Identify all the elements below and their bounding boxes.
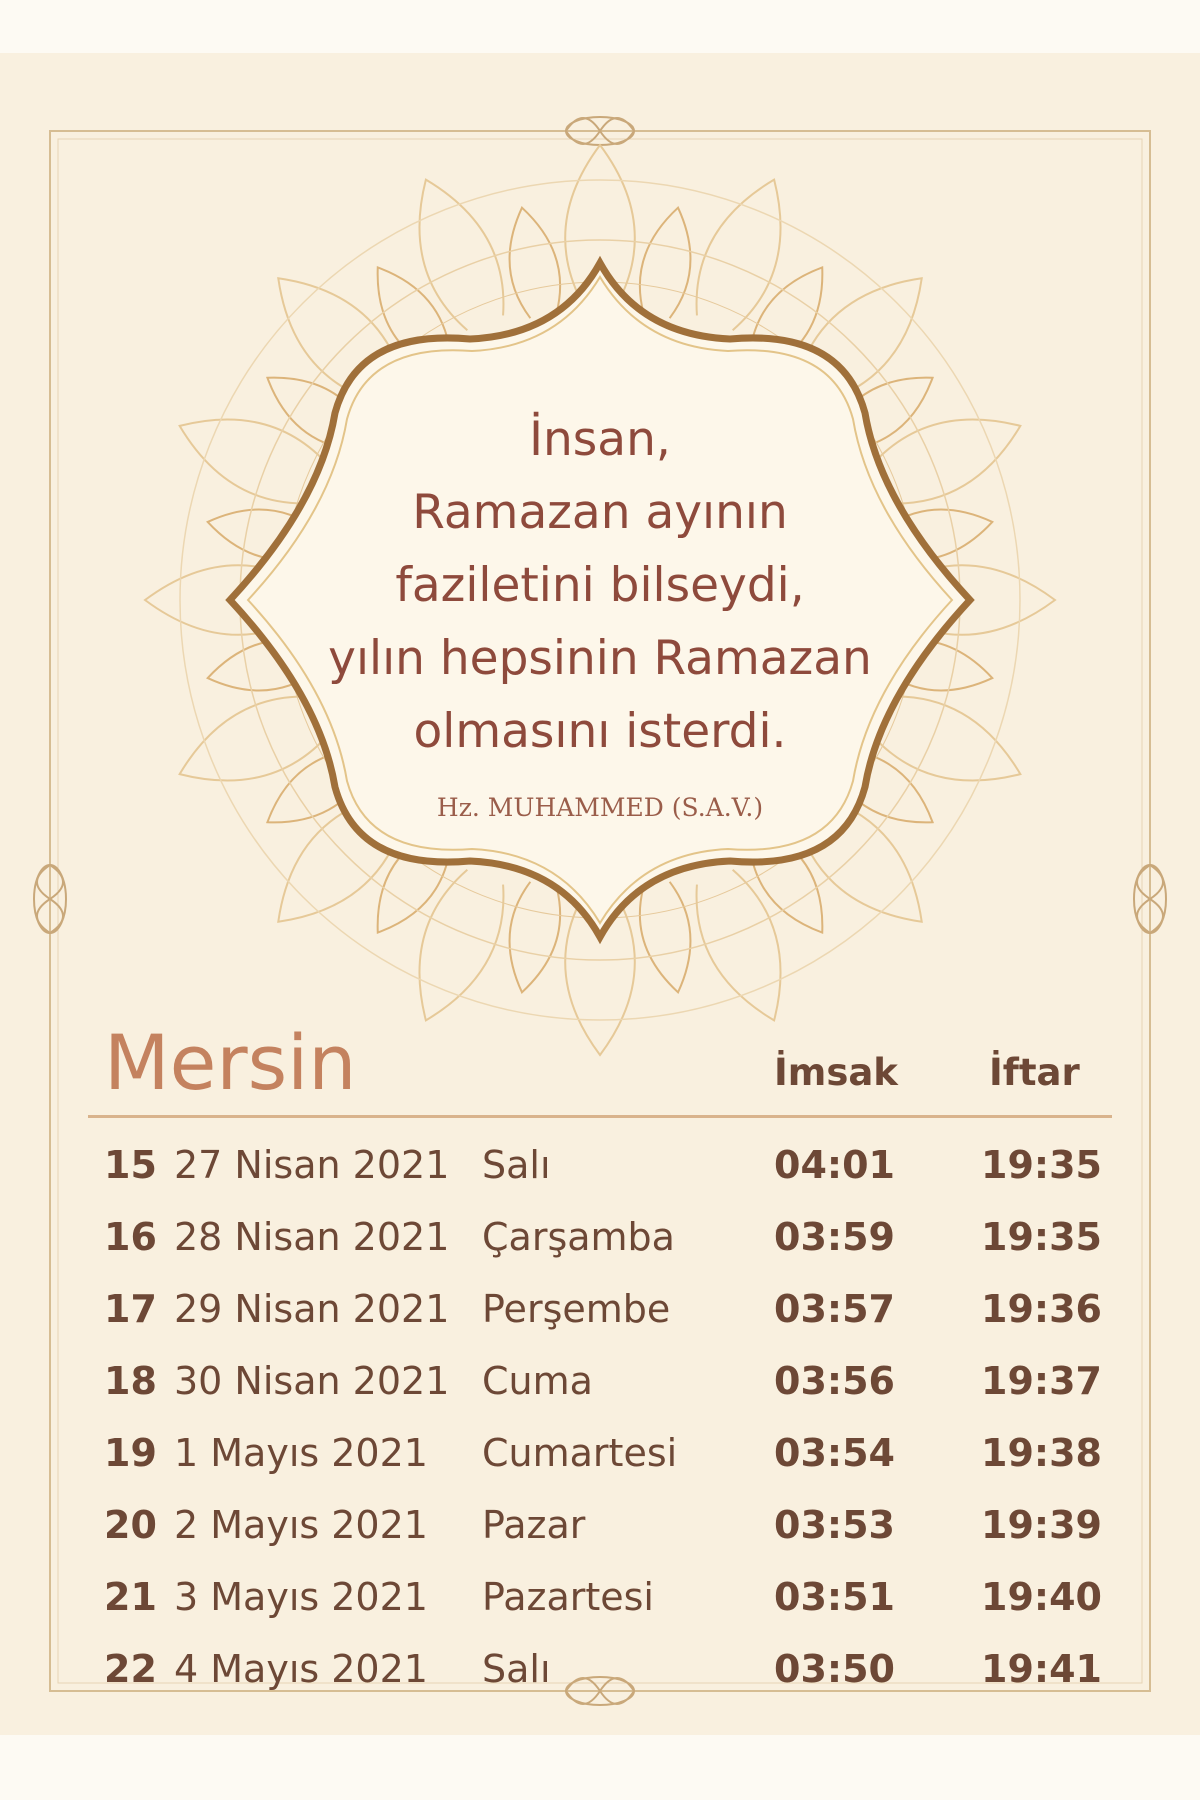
imsak-time: 03:51 bbox=[774, 1575, 895, 1619]
quote-attribution: Hz. MUHAMMED (S.A.V.) bbox=[436, 793, 764, 822]
header-divider bbox=[88, 1115, 1112, 1118]
quote-line: Ramazan ayının bbox=[412, 485, 788, 540]
weekday-cell: Pazartesi bbox=[482, 1575, 654, 1619]
date-cell: 2 Mayıs 2021 bbox=[174, 1503, 428, 1547]
day-number: 22 bbox=[104, 1647, 157, 1691]
iftar-time: 19:40 bbox=[981, 1575, 1102, 1619]
iftar-column-header: İftar bbox=[989, 1051, 1080, 1094]
day-number: 15 bbox=[104, 1143, 157, 1187]
imsak-time: 03:53 bbox=[774, 1503, 895, 1547]
weekday-cell: Pazar bbox=[482, 1503, 586, 1547]
imsak-time: 03:59 bbox=[774, 1215, 895, 1259]
table-row bbox=[0, 1493, 1200, 1565]
table-row bbox=[0, 1277, 1200, 1349]
mandala-petal bbox=[419, 180, 503, 331]
date-cell: 27 Nisan 2021 bbox=[174, 1143, 450, 1187]
iftar-time: 19:35 bbox=[981, 1215, 1102, 1259]
weekday-cell: Salı bbox=[482, 1647, 551, 1691]
table-row bbox=[0, 1349, 1200, 1421]
iftar-time: 19:38 bbox=[981, 1431, 1102, 1475]
mandala-petal bbox=[640, 208, 691, 318]
date-cell: 28 Nisan 2021 bbox=[174, 1215, 450, 1259]
imsak-time: 04:01 bbox=[774, 1143, 895, 1187]
city-title: Mersin bbox=[104, 1018, 357, 1107]
imsak-time: 03:50 bbox=[774, 1647, 895, 1691]
day-number: 18 bbox=[104, 1359, 157, 1403]
iftar-time: 19:36 bbox=[981, 1287, 1102, 1331]
quote-line: İnsan, bbox=[529, 412, 671, 467]
table-row bbox=[0, 1205, 1200, 1277]
weekday-cell: Perşembe bbox=[482, 1287, 671, 1331]
day-number: 21 bbox=[104, 1575, 157, 1619]
imsak-column-header: İmsak bbox=[774, 1051, 898, 1094]
mandala-petal bbox=[697, 870, 781, 1021]
table-row bbox=[0, 1133, 1200, 1205]
weekday-cell: Çarşamba bbox=[482, 1215, 675, 1259]
iftar-time: 19:41 bbox=[981, 1647, 1102, 1691]
table-row bbox=[0, 1421, 1200, 1493]
mandala-petal bbox=[697, 180, 781, 331]
date-cell: 1 Mayıs 2021 bbox=[174, 1431, 428, 1475]
day-number: 17 bbox=[104, 1287, 157, 1331]
weekday-cell: Cumartesi bbox=[482, 1431, 678, 1475]
weekday-cell: Salı bbox=[482, 1143, 551, 1187]
imsakiye-card bbox=[0, 53, 1200, 1735]
day-number: 19 bbox=[104, 1431, 157, 1475]
imsak-time: 03:54 bbox=[774, 1431, 895, 1475]
quote-line: yılın hepsinin Ramazan bbox=[328, 631, 872, 686]
quote-line: faziletini bilseydi, bbox=[395, 558, 805, 613]
day-number: 20 bbox=[104, 1503, 157, 1547]
quote-line: olmasını isterdi. bbox=[413, 704, 787, 759]
imsak-time: 03:56 bbox=[774, 1359, 895, 1403]
mandala-petal bbox=[510, 882, 561, 992]
iftar-time: 19:37 bbox=[981, 1359, 1102, 1403]
mandala-petal bbox=[640, 882, 691, 992]
mandala-petal bbox=[419, 870, 503, 1021]
table-row bbox=[0, 1565, 1200, 1637]
iftar-time: 19:39 bbox=[981, 1503, 1102, 1547]
date-cell: 3 Mayıs 2021 bbox=[174, 1575, 428, 1619]
table-row bbox=[0, 1637, 1200, 1709]
date-cell: 4 Mayıs 2021 bbox=[174, 1647, 428, 1691]
weekday-cell: Cuma bbox=[482, 1359, 593, 1403]
day-number: 16 bbox=[104, 1215, 157, 1259]
date-cell: 30 Nisan 2021 bbox=[174, 1359, 450, 1403]
iftar-time: 19:35 bbox=[981, 1143, 1102, 1187]
prayer-times-table bbox=[0, 1133, 1200, 1709]
quote-text bbox=[270, 403, 930, 768]
imsak-time: 03:57 bbox=[774, 1287, 895, 1331]
date-cell: 29 Nisan 2021 bbox=[174, 1287, 450, 1331]
mandala-petal bbox=[510, 208, 561, 318]
